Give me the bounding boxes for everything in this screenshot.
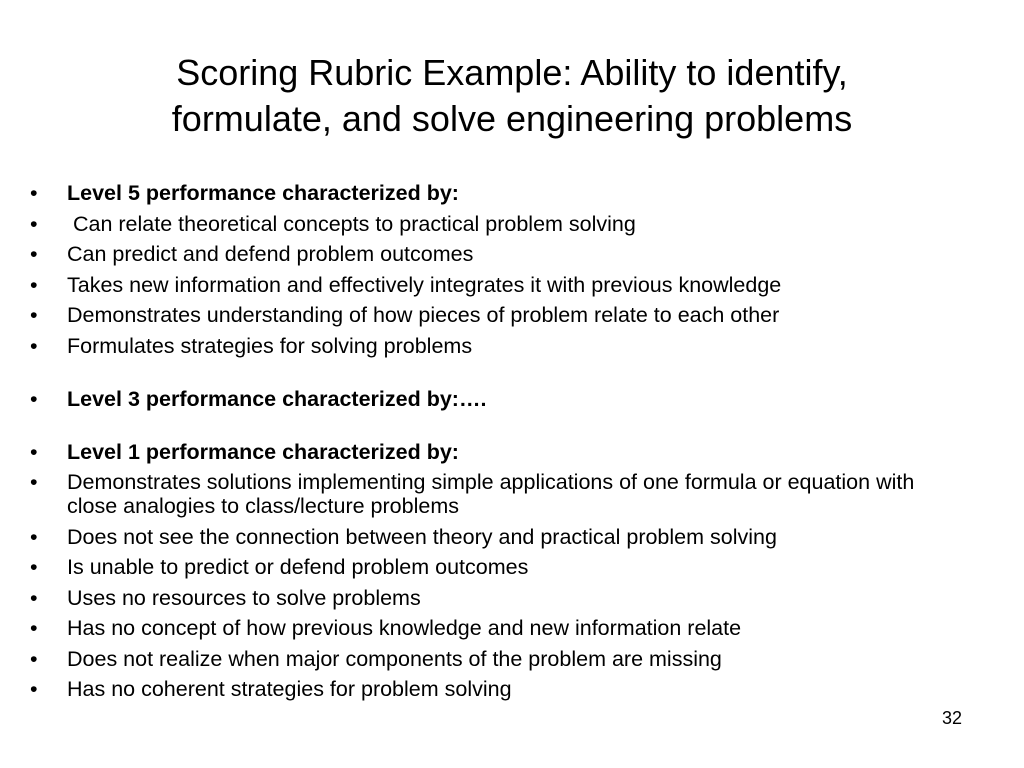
title-line-2: formulate, and solve engineering problems: [171, 98, 853, 139]
bullet-item: [30, 242, 950, 266]
bullet-item-level5-heading: [30, 181, 950, 205]
bullet-text: Can relate theoretical concepts to practical problem solving: [67, 211, 636, 236]
bullet-text: Takes new information and effectively integrates it with previous knowledge: [67, 272, 782, 297]
bullet-text: Can predict and defend problem outcomes: [67, 242, 474, 266]
bullet-icon: •: [30, 386, 38, 411]
bullet-text: Uses no resources to solve problems: [67, 585, 421, 610]
bullet-item: [30, 647, 950, 671]
bullet-item: [30, 525, 950, 549]
bullet-icon: •: [30, 272, 38, 297]
bullet-item: [30, 586, 950, 610]
bullet-item-level3-heading: [30, 387, 950, 411]
bullet-icon: •: [30, 181, 38, 205]
bullet-text: Level 3 performance characterized by:….: [67, 386, 487, 411]
bullet-text: Has no concept of how previous knowledge and new information relate: [67, 616, 742, 640]
bullet-icon: •: [30, 470, 38, 494]
bullet-icon: •: [30, 555, 38, 579]
bullet-icon: •: [30, 677, 38, 701]
bullet-icon: •: [30, 333, 38, 358]
bullet-text: Demonstrates solutions implementing simple applications of one formula or equation with close analogies to class/lecture problems: [67, 470, 915, 518]
bullet-icon: •: [30, 524, 38, 549]
bullet-icon: •: [30, 646, 38, 671]
bullet-item: [30, 273, 950, 297]
title-line-1: Scoring Rubric Example: Ability to identify,: [176, 52, 848, 93]
bullet-item: [30, 555, 950, 579]
bullet-item: [30, 677, 950, 701]
bullet-text: Demonstrates understanding of how pieces of problem relate to each other: [67, 303, 780, 327]
bullet-text: Level 5 performance characterized by:: [67, 181, 459, 205]
bullet-icon: •: [30, 616, 38, 640]
bullet-item: [30, 616, 950, 640]
bullet-icon: •: [30, 303, 38, 327]
bullet-text: Level 1 performance characterized by:: [67, 439, 459, 464]
bullet-icon: •: [30, 439, 38, 464]
slide-title: [60, 50, 964, 142]
bullet-icon: •: [30, 242, 38, 266]
bullet-item: [30, 212, 950, 236]
bullet-item: [30, 303, 950, 327]
bullet-icon: •: [30, 585, 38, 610]
bullet-text: Is unable to predict or defend problem outcomes: [67, 555, 529, 579]
bullet-icon: •: [30, 211, 38, 236]
bullet-item: [30, 334, 950, 358]
bullet-text: Does not realize when major components of the problem are missing: [67, 646, 722, 671]
bullet-text: Has no coherent strategies for problem solving: [67, 677, 512, 701]
bullet-item-level1-heading: [30, 440, 950, 464]
bullet-text: Does not see the connection between theory and practical problem solving: [67, 524, 777, 549]
bullet-text: Formulates strategies for solving problems: [67, 333, 473, 358]
bullet-item: [30, 470, 950, 518]
page-number: 32: [941, 708, 962, 728]
bullet-list: [30, 181, 950, 708]
